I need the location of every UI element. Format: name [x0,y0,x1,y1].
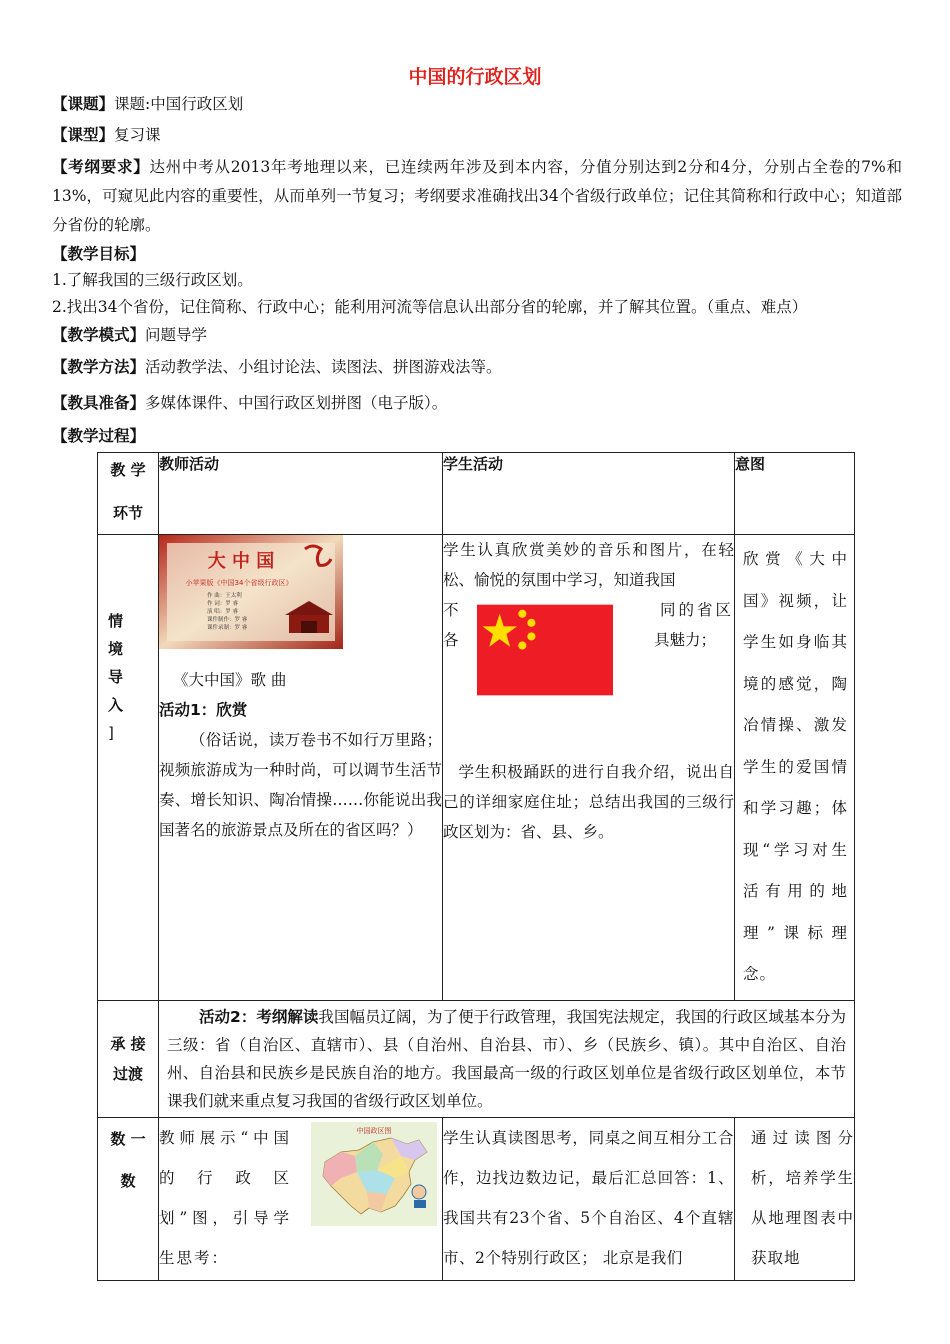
header-stage-a: 教 学 [110,461,146,479]
student-situation-text-b: 学生积极踊跃的进行自我介绍，说出自己的详细家庭住址；总结出我国的三级行政区划为：省、县、乡。 [443,763,734,841]
topic-line [52,90,902,119]
type-line [52,121,902,150]
student-situation-text-a: 学生认真欣赏美妙的音乐和图片，在轻松、愉悦的氛围中学习，知道我国 [443,541,734,589]
student-situation [443,535,735,1001]
requirement-paragraph [52,153,902,240]
student-count-text: 学生认真读图思考，同桌之间互相分工合作，边找边数边记，最后汇总回答：1、我国共有23个省、5个自治区、4个直辖市、2个特别行政区； 北京是我们 [443,1117,735,1280]
stage-count [98,1117,159,1280]
activity-2-title: 活动2：考纲解读 [199,1007,319,1026]
goal-2: 2.找出34个省份，记住简称、行政中心；能利用河流等信息认出部分省的轮廓，并了解其位置。（重点、难点） [52,298,808,316]
banner-credit-2: 作 词：罗 睿 [207,601,238,607]
requirement-label: 【考纲要求】 [52,158,150,176]
page-title: 中国的行政区划 [408,66,542,88]
stage-char-1: 情 [108,612,124,630]
header-stage-b: 环节 [112,504,143,522]
process-table [97,452,855,1281]
method-value: 活动教学法、小组讨论法、读图法、拼图游戏法等。 [145,358,502,376]
transition-content [159,1000,855,1117]
header-student: 学生活动 [443,453,735,535]
song-caption: 《大中国》歌 曲 [173,671,287,689]
mode-line [52,321,902,350]
header-intent: 意图 [735,453,855,535]
tool-line [52,389,902,418]
teacher-situation [159,535,443,1001]
header-teacher: 教师活动 [159,453,443,535]
teacher-count [159,1117,443,1280]
mode-value: 问题导学 [145,326,208,344]
student-right-2: 具魅力； [653,631,716,649]
topic-label: 【课题】 [52,95,115,113]
row-transition [98,1000,855,1117]
requirement-value: 达州中考从2013年考地理以来，已连续两年涉及到本内容，分值分别达到2分和4分，分别占全卷的7%和13%，可窥见此内容的重要性，从而单列一节复习；考纲要求准确找出34个省级行政单位；记住其简称和行政中心；知道部分省份的轮廓。 [52,158,902,234]
stage-transition [98,1000,159,1117]
stage-situation-label [98,535,158,747]
flag-block [443,595,734,715]
banner-credit-3: 演 唱：罗 睿 [207,609,238,615]
intent-count: 通过读图分析，培养学生从地理图表中获取地 [735,1117,855,1280]
stage-char-4: 入 [108,696,124,714]
banner-subtitle: 小苹果版《中国34个省级行政区》 [185,579,293,587]
china-map-image [311,1122,437,1226]
process-line [52,422,902,451]
row-situation [98,535,855,1001]
stage-count-b: 数 [120,1171,136,1190]
banner-credit-4: 课件制作：罗 睿 [207,617,248,623]
header-row [98,453,855,535]
mode-label: 【教学模式】 [52,326,146,344]
goal-label-line [52,240,902,269]
stage-char-5: ] [108,724,114,742]
banner-title: 大 中 国 [207,551,275,572]
map-title: 中国政区图 [356,1126,392,1135]
banner-credit-1: 作 曲：王太利 [207,593,242,599]
intent-situation: 欣赏《大中国》视频，让学生如身临其境的感觉，陶冶情操、激发学生的爱国情和学习趣；体现“学习对生活有用的地理”课标理念。 [735,535,855,1001]
method-label: 【教学方法】 [52,358,146,376]
stage-char-2: 境 [108,640,124,658]
teacher-situation-text: （俗话说，读万卷书不如行万里路；视频旅游成为一种时尚，可以调节生活节奏、增长知识、陶冶情操……你能说出我国著名的旅游景点及所在的省区吗？） [159,731,442,839]
type-value: 复习课 [114,126,161,144]
banner-credit-5: 课件录制：罗 睿 [207,625,248,631]
stage-char-3: 导 [108,668,124,686]
goal-label: 【教学目标】 [52,245,146,263]
stage-transition-a: 承 接 [110,1034,146,1053]
type-label: 【课型】 [52,126,115,144]
process-label: 【教学过程】 [52,427,146,445]
tool-value: 多媒体课件、中国行政区划拼图（电子版）。 [145,394,448,412]
student-left-1: 不 [443,601,459,619]
transition-text: 我国幅员辽阔，为了便于行政管理，我国宪法规定，我国的行政区域基本分为三级：省（自治区、直辖市）、县（自治州、自治县、市）、乡（民族乡、镇）。其中自治区、自治州、自治县和民族乡是民族自治的地方。我国最高一级的行政区划单位是省级行政区划单位，本节课我们就来重点复习我国的省级行政区划单位。 [167,1007,846,1110]
song-banner-image [159,535,343,649]
method-line [52,353,902,382]
stage-situation [98,535,159,1001]
teacher-count-text: 教师展示“中国的行政区划”图，引导学生思考： [159,1128,291,1267]
row-count [98,1117,855,1280]
stage-count-a: 数 一 [110,1129,146,1148]
topic-value: 课题:中国行政区划 [114,95,244,113]
stage-transition-b: 过渡 [112,1064,143,1083]
china-flag-image [477,599,613,701]
student-right-1: 同的省区 [659,601,734,619]
goal-1: 1.了解我国的三级行政区划。 [52,271,253,289]
student-left-2: 各 [443,631,459,649]
tool-label: 【教具准备】 [52,394,146,412]
activity-1-title: 活动1：欣赏 [159,701,248,719]
header-stage [98,453,159,535]
